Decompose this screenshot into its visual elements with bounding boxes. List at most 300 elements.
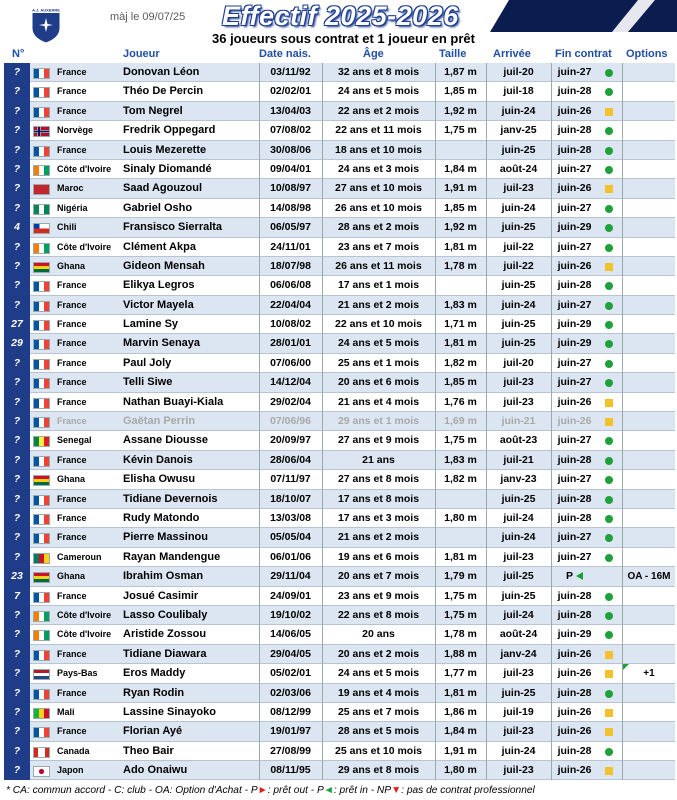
- col-dob: Date nais.: [259, 48, 311, 60]
- table-row[interactable]: [4, 218, 675, 237]
- contract-ok-icon: [605, 127, 613, 135]
- option-cell: [622, 199, 675, 218]
- player-name[interactable]: Elisha Owusu: [123, 473, 196, 486]
- contract-cell: juin-29: [551, 218, 597, 237]
- player-name[interactable]: Gaëtan Perrin: [123, 415, 196, 428]
- table-row[interactable]: [4, 645, 675, 664]
- player-name[interactable]: Lasso Coulibaly: [123, 608, 208, 621]
- contract-cell: juin-27: [551, 354, 597, 373]
- contract-ok-icon: [605, 205, 613, 213]
- arrival-date: juil-21: [486, 451, 550, 470]
- arrival-date: août-24: [486, 625, 550, 644]
- player-age: 29 ans et 1 mois: [322, 412, 434, 431]
- birth-date: 07/06/96: [259, 412, 321, 431]
- player-name[interactable]: Rayan Mandengue: [123, 550, 221, 563]
- arrival-date: juin-25: [486, 315, 550, 334]
- contract-cell: juin-26: [551, 722, 597, 741]
- contract-ok-icon: [605, 69, 613, 77]
- player-name[interactable]: Assane Diousse: [123, 434, 208, 447]
- player-name[interactable]: Theo Bair: [123, 744, 174, 757]
- player-name[interactable]: Tom Negrel: [123, 104, 183, 117]
- player-name[interactable]: Louis Mezerette: [123, 143, 207, 156]
- shirt-number: 23: [4, 567, 30, 586]
- option-cell: [622, 63, 675, 82]
- table-row[interactable]: [4, 509, 675, 528]
- option-cell: [622, 121, 675, 140]
- player-name[interactable]: Théo De Percin: [123, 85, 204, 98]
- option-cell: [622, 296, 675, 315]
- table-row[interactable]: [4, 393, 675, 412]
- player-age: 21 ans et 2 mois: [322, 528, 434, 547]
- col-player: Joueur: [123, 48, 160, 60]
- arrival-date: juil-24: [486, 606, 550, 625]
- option-cell: [622, 354, 675, 373]
- contract-status: [597, 587, 621, 606]
- arrival-date: juin-25: [486, 141, 550, 160]
- birth-date: 06/01/06: [259, 548, 321, 567]
- contract-ok-icon: [605, 282, 613, 290]
- player-name[interactable]: Marvin Senaya: [123, 337, 201, 350]
- contract-status: [597, 625, 621, 644]
- player-age: 20 ans et 2 mois: [322, 645, 434, 664]
- arrival-date: juil-18: [486, 82, 550, 101]
- contract-ok-icon: [605, 748, 613, 756]
- table-row[interactable]: [4, 334, 675, 353]
- flag-icon: [33, 243, 50, 254]
- player-height: 1,79 m: [435, 567, 485, 586]
- flag-icon: [33, 727, 50, 738]
- contract-status: [597, 664, 621, 683]
- player-name[interactable]: Tidiane Diawara: [123, 647, 207, 660]
- player-name[interactable]: Victor Mayela: [123, 298, 194, 311]
- table-row[interactable]: [4, 179, 675, 198]
- flag-icon: [33, 456, 50, 467]
- country-label: France: [57, 454, 87, 465]
- player-name[interactable]: Aristide Zossou: [123, 628, 207, 641]
- birth-date: 05/02/01: [259, 664, 321, 683]
- flag-icon: [33, 650, 50, 661]
- table-row[interactable]: [4, 63, 675, 82]
- country-label: France: [57, 144, 87, 155]
- legend-part4: : pas de contrat professionnel: [401, 785, 535, 796]
- player-name[interactable]: Eros Maddy: [123, 667, 186, 680]
- page-title: Effectif 2025-2026: [222, 1, 459, 31]
- player-age: 26 ans et 10 mois: [322, 199, 434, 218]
- shirt-number: ?: [4, 160, 30, 179]
- country-label: France: [57, 512, 87, 523]
- country-label: Côte d'Ivoire: [57, 609, 112, 620]
- arrival-date: juil-23: [486, 373, 550, 392]
- birth-date: 08/11/95: [259, 761, 321, 780]
- player-name[interactable]: Lassine Sinayoko: [123, 705, 216, 718]
- player-age: 27 ans et 8 mois: [322, 470, 434, 489]
- contract-cell: juin-26: [551, 645, 597, 664]
- table-row[interactable]: [4, 141, 675, 160]
- contract-cell: juin-28: [551, 451, 597, 470]
- player-name[interactable]: Lamine Sy: [123, 318, 179, 331]
- option-cell: [622, 431, 675, 450]
- contract-status: [597, 509, 621, 528]
- flag-icon: [33, 689, 50, 700]
- country-label: Côte d'Ivoire: [57, 629, 112, 640]
- player-height: 1,80 m: [435, 509, 485, 528]
- contract-ok-icon: [605, 631, 613, 639]
- no-contract-arrow: ▼: [391, 785, 402, 796]
- flag-icon: [33, 107, 50, 118]
- player-name[interactable]: Elikya Legros: [123, 279, 195, 292]
- player-name[interactable]: Saad Agouzoul: [123, 182, 203, 195]
- player-height: 1,80 m: [435, 761, 485, 780]
- contract-status: [597, 451, 621, 470]
- table-row[interactable]: [4, 664, 675, 683]
- table-row[interactable]: [4, 606, 675, 625]
- table-row[interactable]: [4, 82, 675, 101]
- player-height: 1,83 m: [435, 296, 485, 315]
- arrival-date: juil-23: [486, 548, 550, 567]
- player-name[interactable]: Josué Casimir: [123, 589, 199, 602]
- country-label: Norvège: [57, 125, 94, 136]
- option-cell: [622, 160, 675, 179]
- option-cell: [622, 761, 675, 780]
- birth-date: 29/04/05: [259, 645, 321, 664]
- country-label: Pays-Bas: [57, 668, 98, 679]
- contract-status: [597, 645, 621, 664]
- player-name[interactable]: Kévin Danois: [123, 453, 193, 466]
- arrival-date: juin-25: [486, 218, 550, 237]
- country-label: France: [57, 338, 87, 349]
- birth-date: 03/11/92: [259, 63, 321, 82]
- player-height: 1,82 m: [435, 470, 485, 489]
- birth-date: 20/09/97: [259, 431, 321, 450]
- player-name[interactable]: Pierre Massinou: [123, 531, 208, 544]
- flag-icon: [33, 320, 50, 331]
- contract-cell: juin-28: [551, 490, 597, 509]
- table-row[interactable]: [4, 548, 675, 567]
- contract-cell: juin-26: [551, 664, 597, 683]
- country-label: Côte d'Ivoire: [57, 163, 112, 174]
- shirt-number: ?: [4, 490, 30, 509]
- contract-status: [597, 334, 621, 353]
- contract-ok-icon: [605, 534, 613, 542]
- player-name[interactable]: Ibrahim Osman: [123, 570, 204, 583]
- player-name[interactable]: Gideon Mensah: [123, 259, 205, 272]
- table-row[interactable]: [4, 722, 675, 741]
- contract-ok-icon: [605, 690, 613, 698]
- table-row[interactable]: [4, 742, 675, 761]
- option-cell: [622, 451, 675, 470]
- table-row[interactable]: [4, 238, 675, 257]
- flag-icon: [33, 630, 50, 641]
- contract-cell: juin-28: [551, 742, 597, 761]
- arrival-date: juil-23: [486, 722, 550, 741]
- table-row[interactable]: [4, 296, 675, 315]
- legend-part2: : prêt out - P: [267, 785, 324, 796]
- table-row[interactable]: [4, 528, 675, 547]
- shirt-number: ?: [4, 470, 30, 489]
- table-row[interactable]: [4, 567, 675, 586]
- contract-cell: juin-27: [551, 373, 597, 392]
- option-cell: [622, 218, 675, 237]
- country-label: Côte d'Ivoire: [57, 241, 112, 252]
- flag-icon: [33, 87, 50, 98]
- arrival-date: janv-25: [486, 121, 550, 140]
- birth-date: 18/07/98: [259, 257, 321, 276]
- player-name[interactable]: Donovan Léon: [123, 66, 200, 78]
- country-label: Maroc: [57, 183, 84, 194]
- contract-cell: juin-29: [551, 334, 597, 353]
- shirt-number: ?: [4, 451, 30, 470]
- arrival-date: août-23: [486, 431, 550, 450]
- shirt-number: ?: [4, 238, 30, 257]
- contract-ending-icon: [605, 670, 613, 678]
- player-age: 27 ans et 9 mois: [322, 431, 434, 450]
- player-height: 1,85 m: [435, 82, 485, 101]
- flag-icon: [33, 766, 50, 777]
- contract-cell: juin-28: [551, 587, 597, 606]
- header: [0, 0, 677, 46]
- shirt-number: ?: [4, 393, 30, 412]
- table-row[interactable]: [4, 761, 675, 780]
- contract-ending-icon: [605, 185, 613, 193]
- shirt-number: ?: [4, 625, 30, 644]
- player-name[interactable]: Tidiane Devernois: [123, 492, 218, 505]
- birth-date: 28/06/04: [259, 451, 321, 470]
- option-cell: OA - 16M: [622, 567, 675, 586]
- player-name[interactable]: Rudy Matondo: [123, 511, 200, 524]
- contract-cell: juin-27: [551, 470, 597, 489]
- arrival-date: janv-24: [486, 645, 550, 664]
- flag-icon: [33, 475, 50, 486]
- contract-ok-icon: [605, 437, 613, 445]
- country-label: Mali: [57, 706, 75, 717]
- table-row[interactable]: [4, 431, 675, 450]
- player-age: 25 ans et 7 mois: [322, 703, 434, 722]
- table-row[interactable]: [4, 199, 675, 218]
- country-label: Canada: [57, 745, 90, 756]
- country-label: France: [57, 687, 87, 698]
- birth-date: 14/06/05: [259, 625, 321, 644]
- shirt-number: 4: [4, 218, 30, 237]
- table-row[interactable]: [4, 412, 675, 431]
- contract-ok-icon: [605, 593, 613, 601]
- birth-date: 29/11/04: [259, 567, 321, 586]
- table-row[interactable]: [4, 160, 675, 179]
- table-row[interactable]: [4, 373, 675, 392]
- birth-date: 18/10/07: [259, 490, 321, 509]
- player-height: 1,91 m: [435, 179, 485, 198]
- country-label: France: [57, 532, 87, 543]
- birth-date: 24/11/01: [259, 238, 321, 257]
- table-row[interactable]: [4, 587, 675, 606]
- contract-ending-icon: [605, 263, 613, 271]
- shirt-number: ?: [4, 509, 30, 528]
- player-name[interactable]: Telli Siwe: [123, 376, 173, 389]
- roster-table: [4, 63, 675, 780]
- contract-ok-icon: [605, 302, 613, 310]
- shirt-number: ?: [4, 276, 30, 295]
- arrival-date: juin-24: [486, 528, 550, 547]
- birth-date: 07/06/00: [259, 354, 321, 373]
- player-age: 23 ans et 7 mois: [322, 238, 434, 257]
- shirt-number: ?: [4, 102, 30, 121]
- shirt-number: ?: [4, 528, 30, 547]
- birth-date: 28/01/01: [259, 334, 321, 353]
- table-row[interactable]: [4, 354, 675, 373]
- option-marker-icon: [623, 664, 629, 670]
- table-row[interactable]: [4, 490, 675, 509]
- table-row[interactable]: [4, 121, 675, 140]
- contract-cell: juin-26: [551, 102, 597, 121]
- option-cell: [622, 334, 675, 353]
- arrival-date: juin-25: [486, 587, 550, 606]
- contract-ok-icon: [605, 515, 613, 523]
- flag-icon: [33, 533, 50, 544]
- birth-date: 07/08/02: [259, 121, 321, 140]
- contract-cell: juin-29: [551, 625, 597, 644]
- contract-cell: juin-27: [551, 160, 597, 179]
- country-label: France: [57, 319, 87, 330]
- shirt-number: ?: [4, 141, 30, 160]
- contract-status: [597, 179, 621, 198]
- shirt-number: ?: [4, 121, 30, 140]
- player-height: 1,75 m: [435, 431, 485, 450]
- arrival-date: juin-21: [486, 412, 550, 431]
- table-row[interactable]: [4, 470, 675, 489]
- flag-icon: [33, 262, 50, 273]
- contract-cell: juin-28: [551, 509, 597, 528]
- table-row[interactable]: [4, 451, 675, 470]
- contract-ending-icon: [605, 108, 613, 116]
- option-cell: [622, 684, 675, 703]
- player-age: 17 ans et 1 mois: [322, 276, 434, 295]
- player-height: 1,81 m: [435, 334, 485, 353]
- contract-ok-icon: [605, 224, 613, 232]
- birth-date: 10/08/02: [259, 315, 321, 334]
- option-cell: [622, 587, 675, 606]
- contract-ok-icon: [605, 321, 613, 329]
- legend-part1: * CA: commun accord - C: club - OA: Option d'Achat - P: [6, 785, 258, 796]
- table-row[interactable]: [4, 276, 675, 295]
- arrival-date: juil-23: [486, 179, 550, 198]
- table-row[interactable]: [4, 625, 675, 644]
- shirt-number: ?: [4, 664, 30, 683]
- player-age: 19 ans et 4 mois: [322, 684, 434, 703]
- loan-in-arrow: ◄: [323, 785, 334, 796]
- option-cell: [622, 393, 675, 412]
- shirt-number: ?: [4, 257, 30, 276]
- option-cell: [622, 141, 675, 160]
- shirt-number: ?: [4, 431, 30, 450]
- contract-cell: juin-27: [551, 431, 597, 450]
- player-name[interactable]: Paul Joly: [123, 356, 172, 369]
- option-cell: [622, 179, 675, 198]
- country-label: Japon: [57, 765, 84, 776]
- player-age: 22 ans et 2 mois: [322, 102, 434, 121]
- player-age: 28 ans et 2 mois: [322, 218, 434, 237]
- flag-icon: [33, 184, 50, 195]
- player-name[interactable]: Fransisco Sierralta: [123, 221, 223, 234]
- contract-status: [597, 373, 621, 392]
- player-name[interactable]: Clément Akpa: [123, 240, 196, 253]
- shirt-number: ?: [4, 412, 30, 431]
- player-name[interactable]: Ado Onaiwu: [123, 764, 188, 777]
- player-age: 24 ans et 5 mois: [322, 82, 434, 101]
- arrival-date: juin-25: [486, 684, 550, 703]
- player-height: 1,81 m: [435, 684, 485, 703]
- flag-icon: [33, 223, 50, 234]
- player-name[interactable]: Ryan Rodin: [123, 686, 185, 699]
- shirt-number: 29: [4, 334, 30, 353]
- contract-status: [597, 431, 621, 450]
- table-row[interactable]: [4, 703, 675, 722]
- player-name[interactable]: Gabriel Osho: [123, 201, 193, 214]
- arrival-date: juil-22: [486, 257, 550, 276]
- contract-cell: juin-28: [551, 141, 597, 160]
- shirt-number: 7: [4, 587, 30, 606]
- arrival-date: août-24: [486, 160, 550, 179]
- option-cell: [622, 102, 675, 121]
- birth-date: 07/11/97: [259, 470, 321, 489]
- contract-ending-icon: [605, 728, 613, 736]
- update-date: màj le 09/07/25: [110, 11, 186, 23]
- birth-date: 24/09/01: [259, 587, 321, 606]
- table-row[interactable]: [4, 257, 675, 276]
- birth-date: 09/04/01: [259, 160, 321, 179]
- shirt-number: 27: [4, 315, 30, 334]
- table-row[interactable]: [4, 102, 675, 121]
- col-num: N°: [12, 48, 25, 60]
- player-name[interactable]: Nathan Buayi-Kiala: [123, 395, 224, 408]
- country-label: France: [57, 726, 87, 737]
- option-cell: [622, 373, 675, 392]
- contract-status: [597, 199, 621, 218]
- option-cell: [622, 606, 675, 625]
- player-age: 19 ans et 6 mois: [322, 548, 434, 567]
- option-cell: [622, 509, 675, 528]
- arrival-date: juin-25: [486, 276, 550, 295]
- shirt-number: ?: [4, 354, 30, 373]
- club-logo: [30, 4, 62, 44]
- contract-status: [597, 742, 621, 761]
- country-label: Ghana: [57, 260, 86, 271]
- country-label: France: [57, 590, 87, 601]
- country-label: France: [57, 299, 87, 310]
- loan-out-arrow: ►: [257, 785, 268, 796]
- player-height: 1,82 m: [435, 354, 485, 373]
- contract-cell: juin-28: [551, 276, 597, 295]
- table-row[interactable]: [4, 315, 675, 334]
- arrival-date: juil-20: [486, 63, 550, 82]
- player-age: 20 ans et 6 mois: [322, 373, 434, 392]
- option-cell: [622, 412, 675, 431]
- player-name[interactable]: Fredrik Oppegard: [123, 124, 216, 137]
- flag-icon: [33, 301, 50, 312]
- player-age: 27 ans et 10 mois: [322, 179, 434, 198]
- country-label: Ghana: [57, 474, 86, 485]
- player-age: 32 ans et 8 mois: [322, 63, 434, 82]
- country-label: France: [57, 416, 87, 427]
- arrival-date: juil-19: [486, 703, 550, 722]
- player-age: 22 ans et 8 mois: [322, 606, 434, 625]
- player-name[interactable]: Sinaly Diomandé: [123, 162, 212, 175]
- table-row[interactable]: [4, 684, 675, 703]
- birth-date: 06/06/08: [259, 276, 321, 295]
- contract-cell: juin-29: [551, 315, 597, 334]
- option-cell: [622, 703, 675, 722]
- player-age: 21 ans: [322, 451, 434, 470]
- contract-cell: juin-26: [551, 179, 597, 198]
- player-name[interactable]: Florian Ayé: [123, 725, 183, 738]
